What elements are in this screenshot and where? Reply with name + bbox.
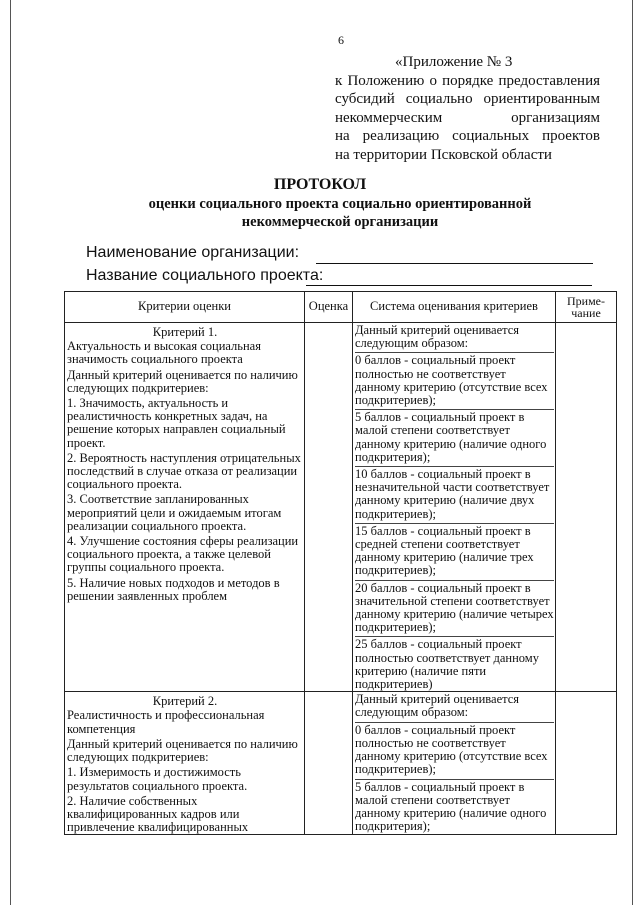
note-cell[interactable]: [556, 323, 617, 692]
annex-line: на территории Псковской области: [335, 146, 552, 163]
system-item: 5 баллов - социальный проект в малой степени соответствует данному критерию (наличие одного подкритерия);: [355, 779, 554, 834]
criterion-cell: [65, 323, 305, 692]
system-cell: [353, 323, 556, 692]
subcriterion-item: 3. Соответствие запланированных мероприятий цели и ожидаемым итогам реализации социального проекта.: [67, 492, 282, 533]
annex-line: на реализацию социальных проектов: [335, 128, 600, 144]
scan-edge-right: [632, 0, 633, 905]
system-item: 10 баллов - социальный проект в незначительной части соответствует данному критерию (наличие двух подкритериев);: [355, 466, 554, 521]
org-name-field[interactable]: [316, 263, 593, 264]
protocol-subtitle-line: оценки социального проекта социально ориентированной: [148, 196, 532, 212]
annex-line: субсидий социально ориентированным: [335, 91, 600, 107]
system-item: 0 баллов - социальный проект полностью не соответствует данному критерию (отсутствие всех подкритериев);: [355, 722, 554, 777]
header-system: Система оценивания критериев: [353, 292, 556, 323]
table-header-row: [65, 292, 617, 323]
criteria-table: [64, 291, 617, 835]
system-item: 5 баллов - социальный проект в малой степени соответствует данному критерию (наличие одного подкритерия);: [355, 409, 554, 464]
scan-edge-left: [10, 0, 11, 905]
header-note: Приме- чание: [556, 292, 617, 323]
org-name-label: Наименование организации:: [86, 244, 300, 261]
criterion-name: Реалистичность и профессиональная компетенция: [67, 708, 265, 736]
protocol-title: ПРОТОКОЛ: [273, 176, 367, 193]
system-item: 20 баллов - социальный проект в значительной степени соответствует данному критерию (наличие четырех подкритериев);: [355, 580, 554, 635]
project-name-label: Название социального проекта:: [86, 267, 324, 284]
table-row-criterion-1: [65, 323, 617, 692]
system-item: 0 баллов - социальный проект полностью не соответствует данному критерию (отсутствие всех подкритериев);: [355, 352, 554, 407]
criterion-cell: [65, 692, 305, 835]
page-number: 6: [338, 33, 344, 47]
annex-line: некоммерческим организациям: [335, 109, 600, 126]
subcriterion-item: 2. Наличие собственных квалифицированных кадров или привлечение квалифицированных: [67, 793, 249, 835]
annex-title: «Приложение № 3: [395, 54, 513, 70]
header-score: Оценка: [305, 292, 353, 323]
subcriterion-item: 5. Наличие новых подходов и методов в решении заявленных проблем: [67, 575, 280, 603]
protocol-subtitle-line: некоммерческой организации: [241, 214, 439, 230]
criterion-title: Критерий 1.: [152, 325, 218, 339]
score-cell[interactable]: [305, 692, 353, 835]
subcriterion-item: 2. Вероятность наступления отрицательных последствий в случае отказа от реализации социального проекта.: [67, 450, 301, 492]
note-cell[interactable]: [556, 692, 617, 835]
system-intro: Данный критерий оценивается следующим образом:: [355, 323, 520, 351]
project-name-field[interactable]: [306, 285, 592, 286]
subcriterion-item: 4. Улучшение состояния сферы реализации социального проекта, а также целевой группы социального проекта.: [67, 534, 299, 575]
criterion-title: Критерий 2.: [152, 694, 218, 709]
system-item: 25 баллов - социальный проект полностью соответствует данному критерию (наличие пяти подкритериев): [355, 636, 554, 691]
score-cell[interactable]: [305, 323, 353, 692]
annex-header: [335, 53, 600, 164]
system-intro: Данный критерий оценивается следующим образом:: [355, 692, 520, 720]
criterion-lead: Данный критерий оценивается по наличию следующих подкритериев:: [67, 367, 298, 395]
system-item: 15 баллов - социальный проект в средней степени соответствует данному критерию (наличие трех подкритериев);: [355, 523, 554, 578]
subcriterion-item: 1. Измеримость и достижимость результатов социального проекта.: [67, 765, 248, 793]
subcriterion-item: 1. Значимость, актуальность и реалистичность конкретных задач, на решение которых направлен социальный проект.: [67, 396, 286, 450]
protocol-subtitle: [140, 195, 540, 231]
table-row-criterion-2: [65, 692, 617, 835]
annex-line: к Положению о порядке предоставления: [335, 72, 600, 89]
system-cell: [353, 692, 556, 835]
criterion-lead: Данный критерий оценивается по наличию следующих подкритериев:: [67, 736, 298, 765]
criterion-name: Актуальность и высокая социальная значимость социального проекта: [67, 339, 261, 367]
header-criteria: Критерии оценки: [65, 292, 305, 323]
